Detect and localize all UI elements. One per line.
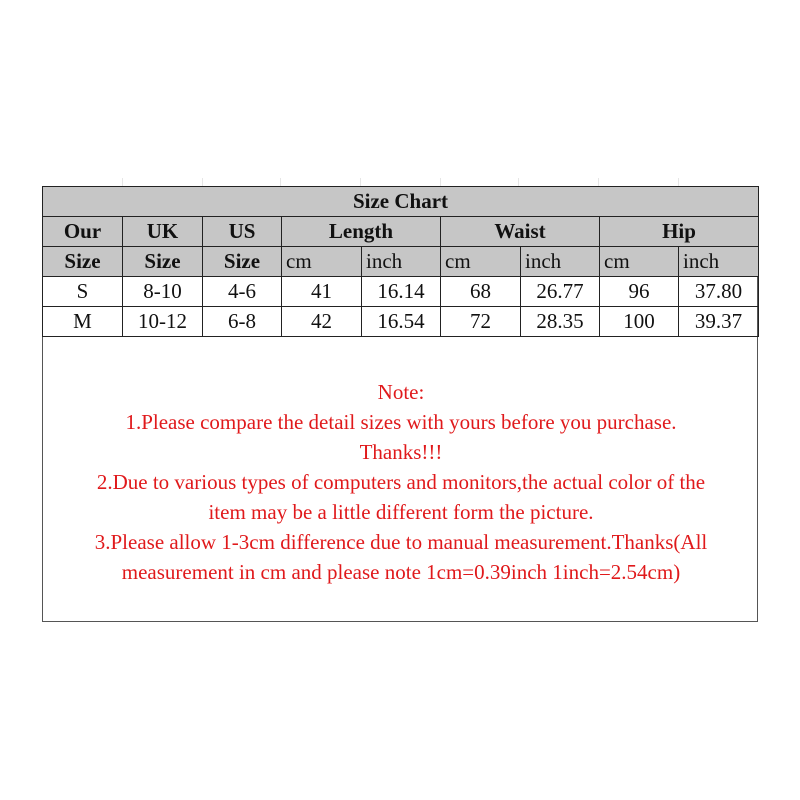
cell-uk: 10-12: [123, 307, 203, 337]
table-row: [43, 307, 759, 337]
header-hip: Hip: [600, 217, 759, 247]
cell-us: 4-6: [203, 277, 282, 307]
cell-hip-inch: 39.37: [679, 307, 759, 337]
table-title: Size Chart: [43, 187, 759, 217]
cell-hip-cm: 96: [600, 277, 679, 307]
unit-waist-cm: cm: [441, 247, 521, 277]
cell-length-inch: 16.54: [362, 307, 441, 337]
unit-hip-cm: cm: [600, 247, 679, 277]
cell-hip-cm: 100: [600, 307, 679, 337]
size-table: [42, 186, 759, 337]
cell-our: S: [43, 277, 123, 307]
unit-length-inch: inch: [362, 247, 441, 277]
header-length: Length: [282, 217, 441, 247]
cell-length-cm: 41: [282, 277, 362, 307]
note-line: 3.Please allow 1-3cm difference due to manual measurement.Thanks(All: [94, 530, 708, 554]
unit-waist-inch: inch: [521, 247, 600, 277]
cell-waist-cm: 72: [441, 307, 521, 337]
header-us: US: [203, 217, 282, 247]
cell-uk: 8-10: [123, 277, 203, 307]
header-our: Our: [43, 217, 123, 247]
cell-our: M: [43, 307, 123, 337]
note-heading: Note:: [377, 380, 425, 404]
unit-length-cm: cm: [282, 247, 362, 277]
cell-length-inch: 16.14: [362, 277, 441, 307]
spreadsheet-gridlines: [42, 178, 758, 186]
cell-hip-inch: 37.80: [679, 277, 759, 307]
header-uk: UK: [123, 217, 203, 247]
cell-waist-inch: 26.77: [521, 277, 600, 307]
cell-us: 6-8: [203, 307, 282, 337]
note-line: 1.Please compare the detail sizes with yours before you purchase.: [125, 410, 677, 434]
table-row: [43, 277, 759, 307]
note-line: 2.Due to various types of computers and monitors,the actual color of the: [96, 470, 706, 494]
size-chart-panel: [42, 186, 758, 622]
header-our-size: Size: [43, 247, 123, 277]
header-waist: Waist: [441, 217, 600, 247]
header-uk-size: Size: [123, 247, 203, 277]
title-row: [43, 187, 759, 217]
note-line: measurement in cm and please note 1cm=0.39inch 1inch=2.54cm): [121, 560, 681, 584]
unit-hip-inch: inch: [679, 247, 759, 277]
header-us-size: Size: [203, 247, 282, 277]
note-line: Thanks!!!: [359, 440, 443, 464]
note-block: [43, 377, 759, 587]
cell-waist-cm: 68: [441, 277, 521, 307]
header-row-1: [43, 217, 759, 247]
cell-waist-inch: 28.35: [521, 307, 600, 337]
header-row-2: [43, 247, 759, 277]
note-line: item may be a little different form the picture.: [208, 500, 594, 524]
cell-length-cm: 42: [282, 307, 362, 337]
